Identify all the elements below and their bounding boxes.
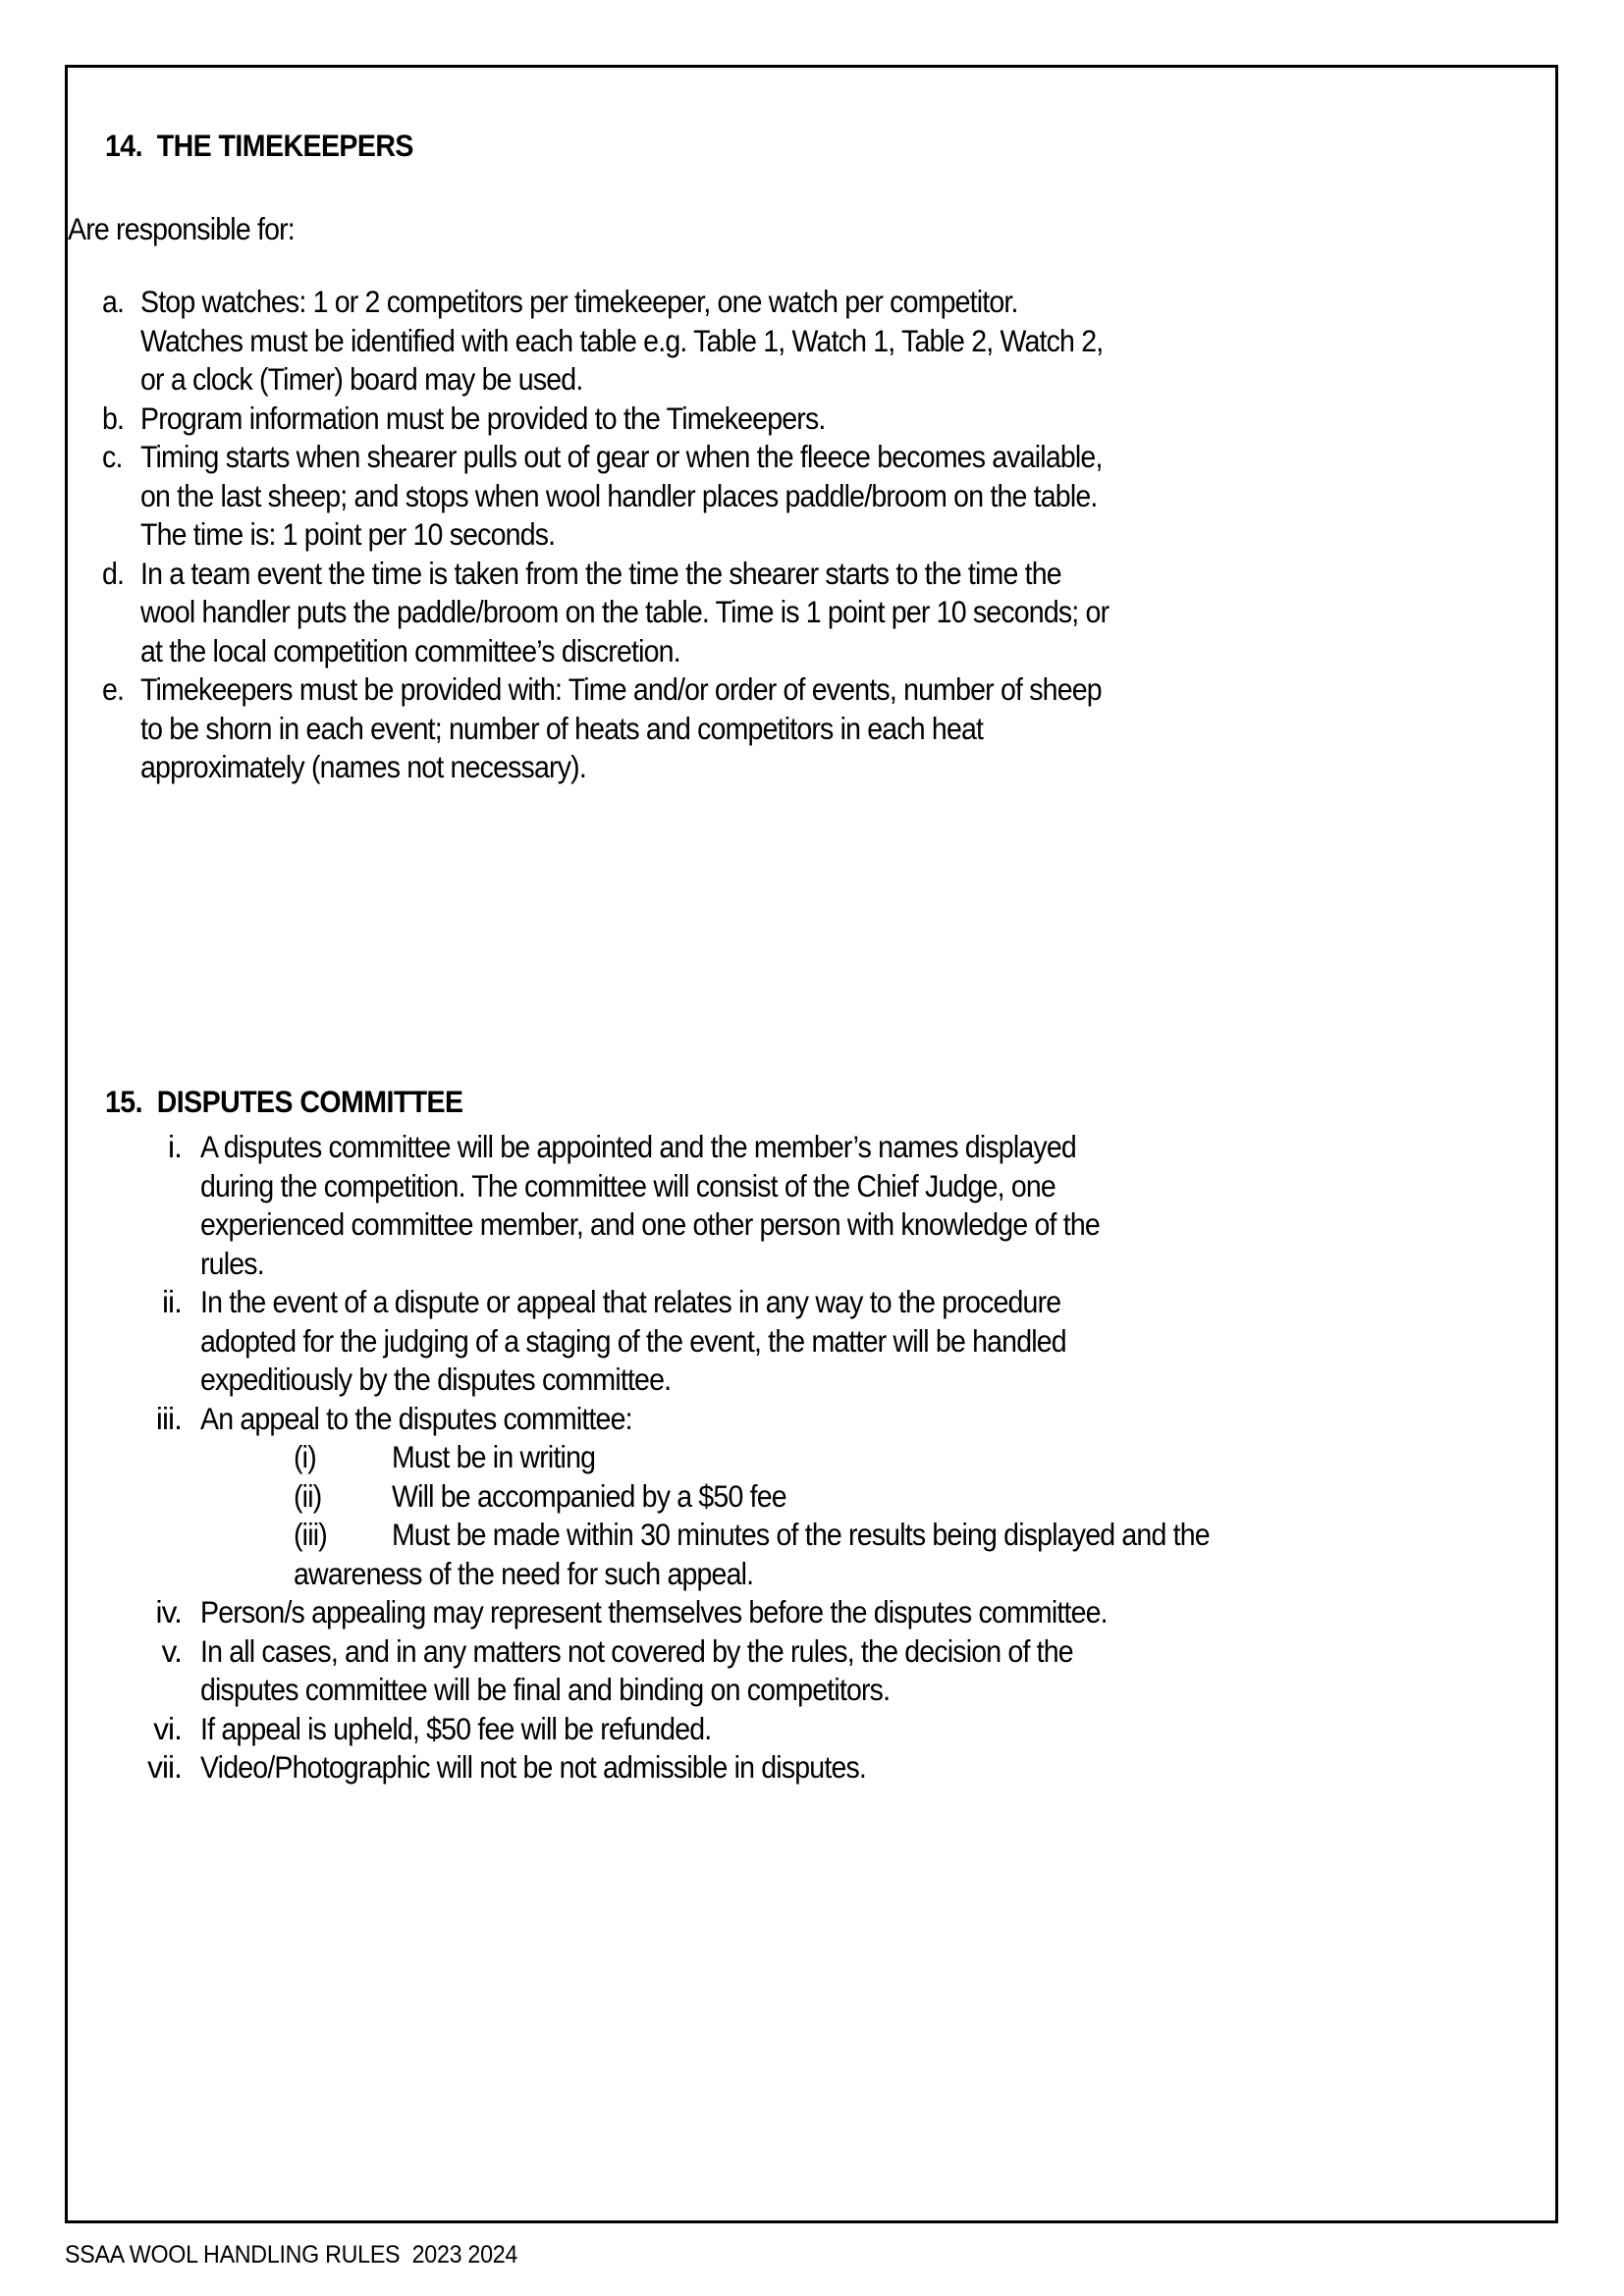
list-item-line: Person/s appealing may represent themselves before the disputes committee. <box>200 1594 1108 1629</box>
list-marker: iv. <box>155 1594 182 1629</box>
list-item-line: Program information must be provided to the Timekeepers. <box>140 400 826 436</box>
list-item-line: or a clock (Timer) board may be used. <box>140 361 583 397</box>
section-title: DISPUTES COMMITTEE <box>156 1084 463 1119</box>
list-marker: v. <box>161 1632 182 1669</box>
list-item-line: Stop watches: 1 or 2 competitors per timekeeper, one watch per competitor. <box>140 284 1018 319</box>
sublist-marker: (iii) <box>294 1517 327 1552</box>
list-item-line: to be shorn in each event; number of heats and competitors in each heat <box>140 710 984 746</box>
list-marker: e. <box>102 671 125 707</box>
page-footer: SSAA WOOL HANDLING RULES 2023 2024 <box>65 2241 518 2269</box>
list-item-line: The time is: 1 point per 10 seconds. <box>140 516 556 552</box>
list-marker: vi. <box>153 1710 182 1746</box>
section-heading-15 <box>105 1084 463 1120</box>
list-item-line: In the event of a dispute or appeal that relates in any way to the procedure <box>200 1284 1061 1319</box>
sublist-marker: (i) <box>294 1439 316 1474</box>
list-item-line: Watches must be identified with each table e.g. Table 1, Watch 1, Table 2, Watch 2, <box>140 322 1104 358</box>
list-item-line: Timing starts when shearer pulls out of gear or when the fleece becomes available, <box>140 439 1103 474</box>
section-heading-14 <box>105 128 413 164</box>
list-marker: c. <box>102 439 123 474</box>
list-item-line: Timekeepers must be provided with: Time and/or order of events, number of sheep <box>140 671 1102 707</box>
list-item-line: approximately (names not necessary). <box>140 749 586 784</box>
list-item-line: rules. <box>200 1245 264 1281</box>
list-marker: d. <box>102 555 125 591</box>
list-item-line: adopted for the judging of a staging of the event, the matter will be handled <box>200 1322 1066 1359</box>
list-item-line: disputes committee will be final and binding on competitors. <box>200 1672 891 1707</box>
list-item-line: In all cases, and in any matters not covered by the rules, the decision of the <box>200 1632 1073 1669</box>
section-number: 15. <box>105 1084 157 1119</box>
sublist-item-line: Will be accompanied by a $50 fee <box>392 1477 786 1514</box>
list-item-line: during the competition. The committee will consist of the Chief Judge, one <box>200 1167 1056 1203</box>
section-number: 14. <box>105 128 157 163</box>
list-item-line: experienced committee member, and one other person with knowledge of the <box>200 1206 1100 1242</box>
sublist-item-line: awareness of the need for such appeal. <box>294 1555 754 1591</box>
page-border-frame <box>65 65 1558 2223</box>
list-marker: vii. <box>147 1749 182 1785</box>
sublist-item-line: Must be in writing <box>392 1439 596 1474</box>
list-item-line: on the last sheep; and stops when wool handler places paddle/broom on the table. <box>140 477 1098 513</box>
list-item-line: at the local competition committee’s discretion. <box>140 632 680 668</box>
section-intro-text: Are responsible for: <box>68 211 295 246</box>
sublist-item-line: Must be made within 30 minutes of the results being displayed and the <box>392 1517 1210 1552</box>
list-item-line: An appeal to the disputes committee: <box>200 1400 632 1436</box>
list-marker: b. <box>102 400 125 436</box>
sublist-marker: (ii) <box>294 1477 322 1514</box>
list-item-line: If appeal is upheld, $50 fee will be refunded. <box>200 1710 712 1746</box>
list-item-line: wool handler puts the paddle/broom on the table. Time is 1 point per 10 seconds; or <box>140 594 1110 629</box>
list-marker: i. <box>168 1129 182 1164</box>
list-item-line: expeditiously by the disputes committee. <box>200 1362 672 1397</box>
list-item-line: A disputes committee will be appointed and the member’s names displayed <box>200 1129 1076 1164</box>
list-item-line: Video/Photographic will not be not admissible in disputes. <box>200 1749 867 1785</box>
list-marker: ii. <box>161 1284 182 1319</box>
section-title: THE TIMEKEEPERS <box>156 128 413 163</box>
list-marker: a. <box>102 284 125 319</box>
list-marker: iii. <box>155 1400 182 1436</box>
list-item-line: In a team event the time is taken from the time the shearer starts to the time the <box>140 555 1061 591</box>
